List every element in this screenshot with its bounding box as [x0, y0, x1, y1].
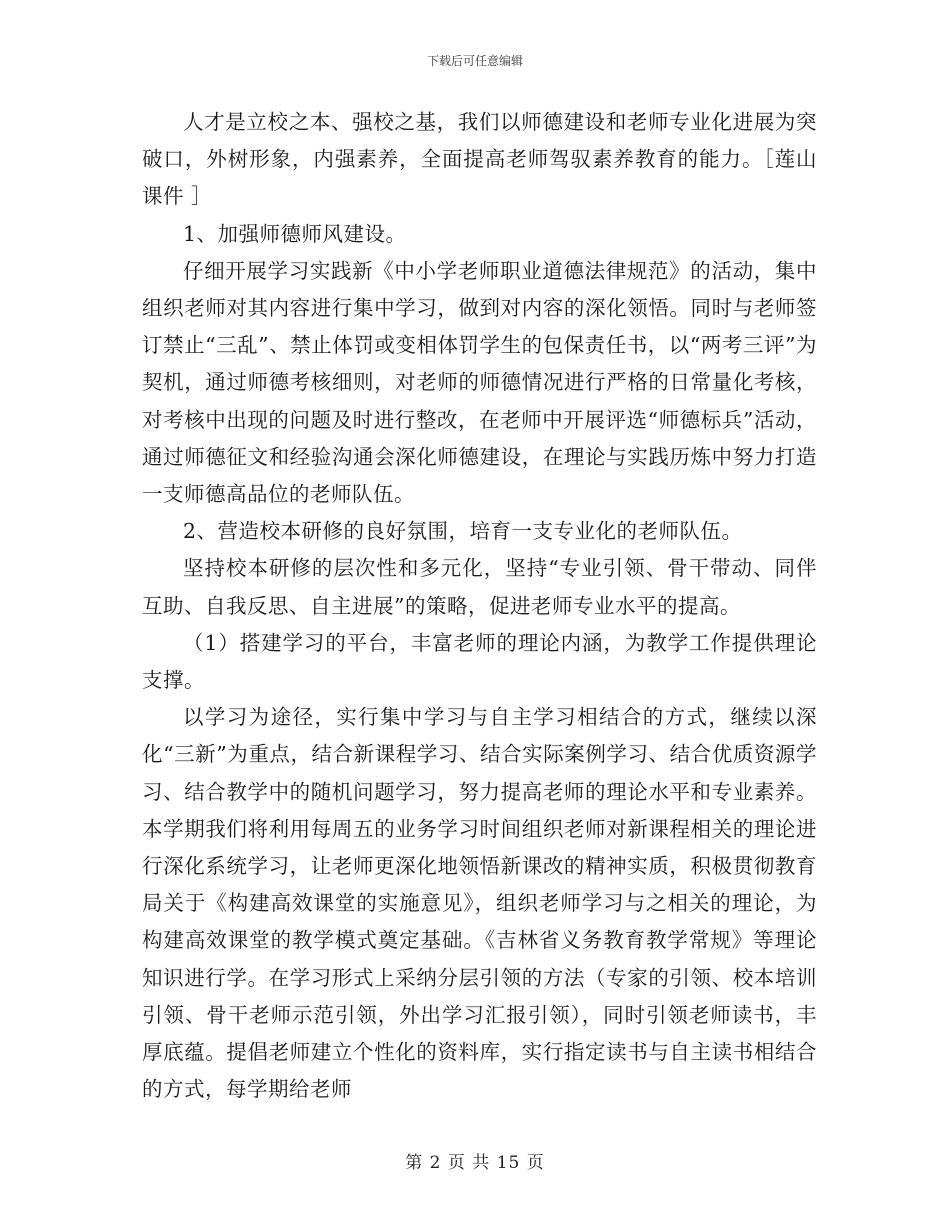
document-body	[142, 104, 817, 1108]
section-heading-2: 2、营造校本研修的良好氛围，培育一支专业化的老师队伍。	[183, 519, 743, 544]
page-number: 第 2 页 共 15 页	[405, 1153, 545, 1173]
paragraph-strategy: 坚持校本研修的层次性和多元化，坚持“专业引领、骨干带动、同伴互助、自我反思、自主进展”的策略，促进老师专业水平的提高。	[142, 556, 817, 618]
paragraph-learning: 以学习为途径，实行集中学习与自主学习相结合的方式，继续以深化“三新”为重点，结合新课程学习、结合实际案例学习、结合优质资源学习、结合教学中的随机问题学习，努力提高老师的理论水平和专业素养。本学期我们将利用每周五的业务学习时间组织老师对新课程相关的理论进行深化系统学习，让老师更深化地领悟新课改的精神实质，积极贯彻教育局关于《构建高效课堂的实施意见》，组织老师学习与之相关的理论，为构建高效课堂的教学模式奠定基础。《吉林省义务教育教学常规》等理论知识进行学。在学习形式上采纳分层引领的方法（专家的引领、校本培训引领、骨干老师示范引领，外出学习汇报引领），同时引领老师读书，丰厚底蕴。提倡老师建立个性化的资料库，实行指定读书与自主读书相结合的方式，每学期给老师	[142, 705, 817, 1102]
paragraph-intro: 人才是立校之本、强校之基，我们以师德建设和老师专业化进展为突破口，外树形象，内强素养，全面提高老师驾驭素养教育的能力。［莲山 课件 ］	[142, 110, 817, 209]
section-heading-1: 1、加强师德师风建设。	[183, 221, 407, 246]
page-header: 下载后可任意编辑	[426, 54, 523, 68]
subsection-heading-1: （1）搭建学习的平台，丰富老师的理论内涵，为教学工作提供理论支撑。	[142, 630, 817, 693]
paragraph-ethics: 仔细开展学习实践新《中小学老师职业道德法律规范》的活动，集中组织老师对其内容进行集中学习，做到对内容的深化领悟。同时与老师签订禁止“三乱”、禁止体罚或变相体罚学生的包保责任书，以“两考三评”为契机，通过师德考核细则，对老师的师德情况进行严格的日常量化考核，对考核中出现的问题及时进行整改，在老师中开展评选“师德标兵”活动，通过师德征文和经验沟通会深化师德建设，在理论与实践历炼中努力打造一支师德高品位的老师队伍。	[142, 258, 817, 507]
